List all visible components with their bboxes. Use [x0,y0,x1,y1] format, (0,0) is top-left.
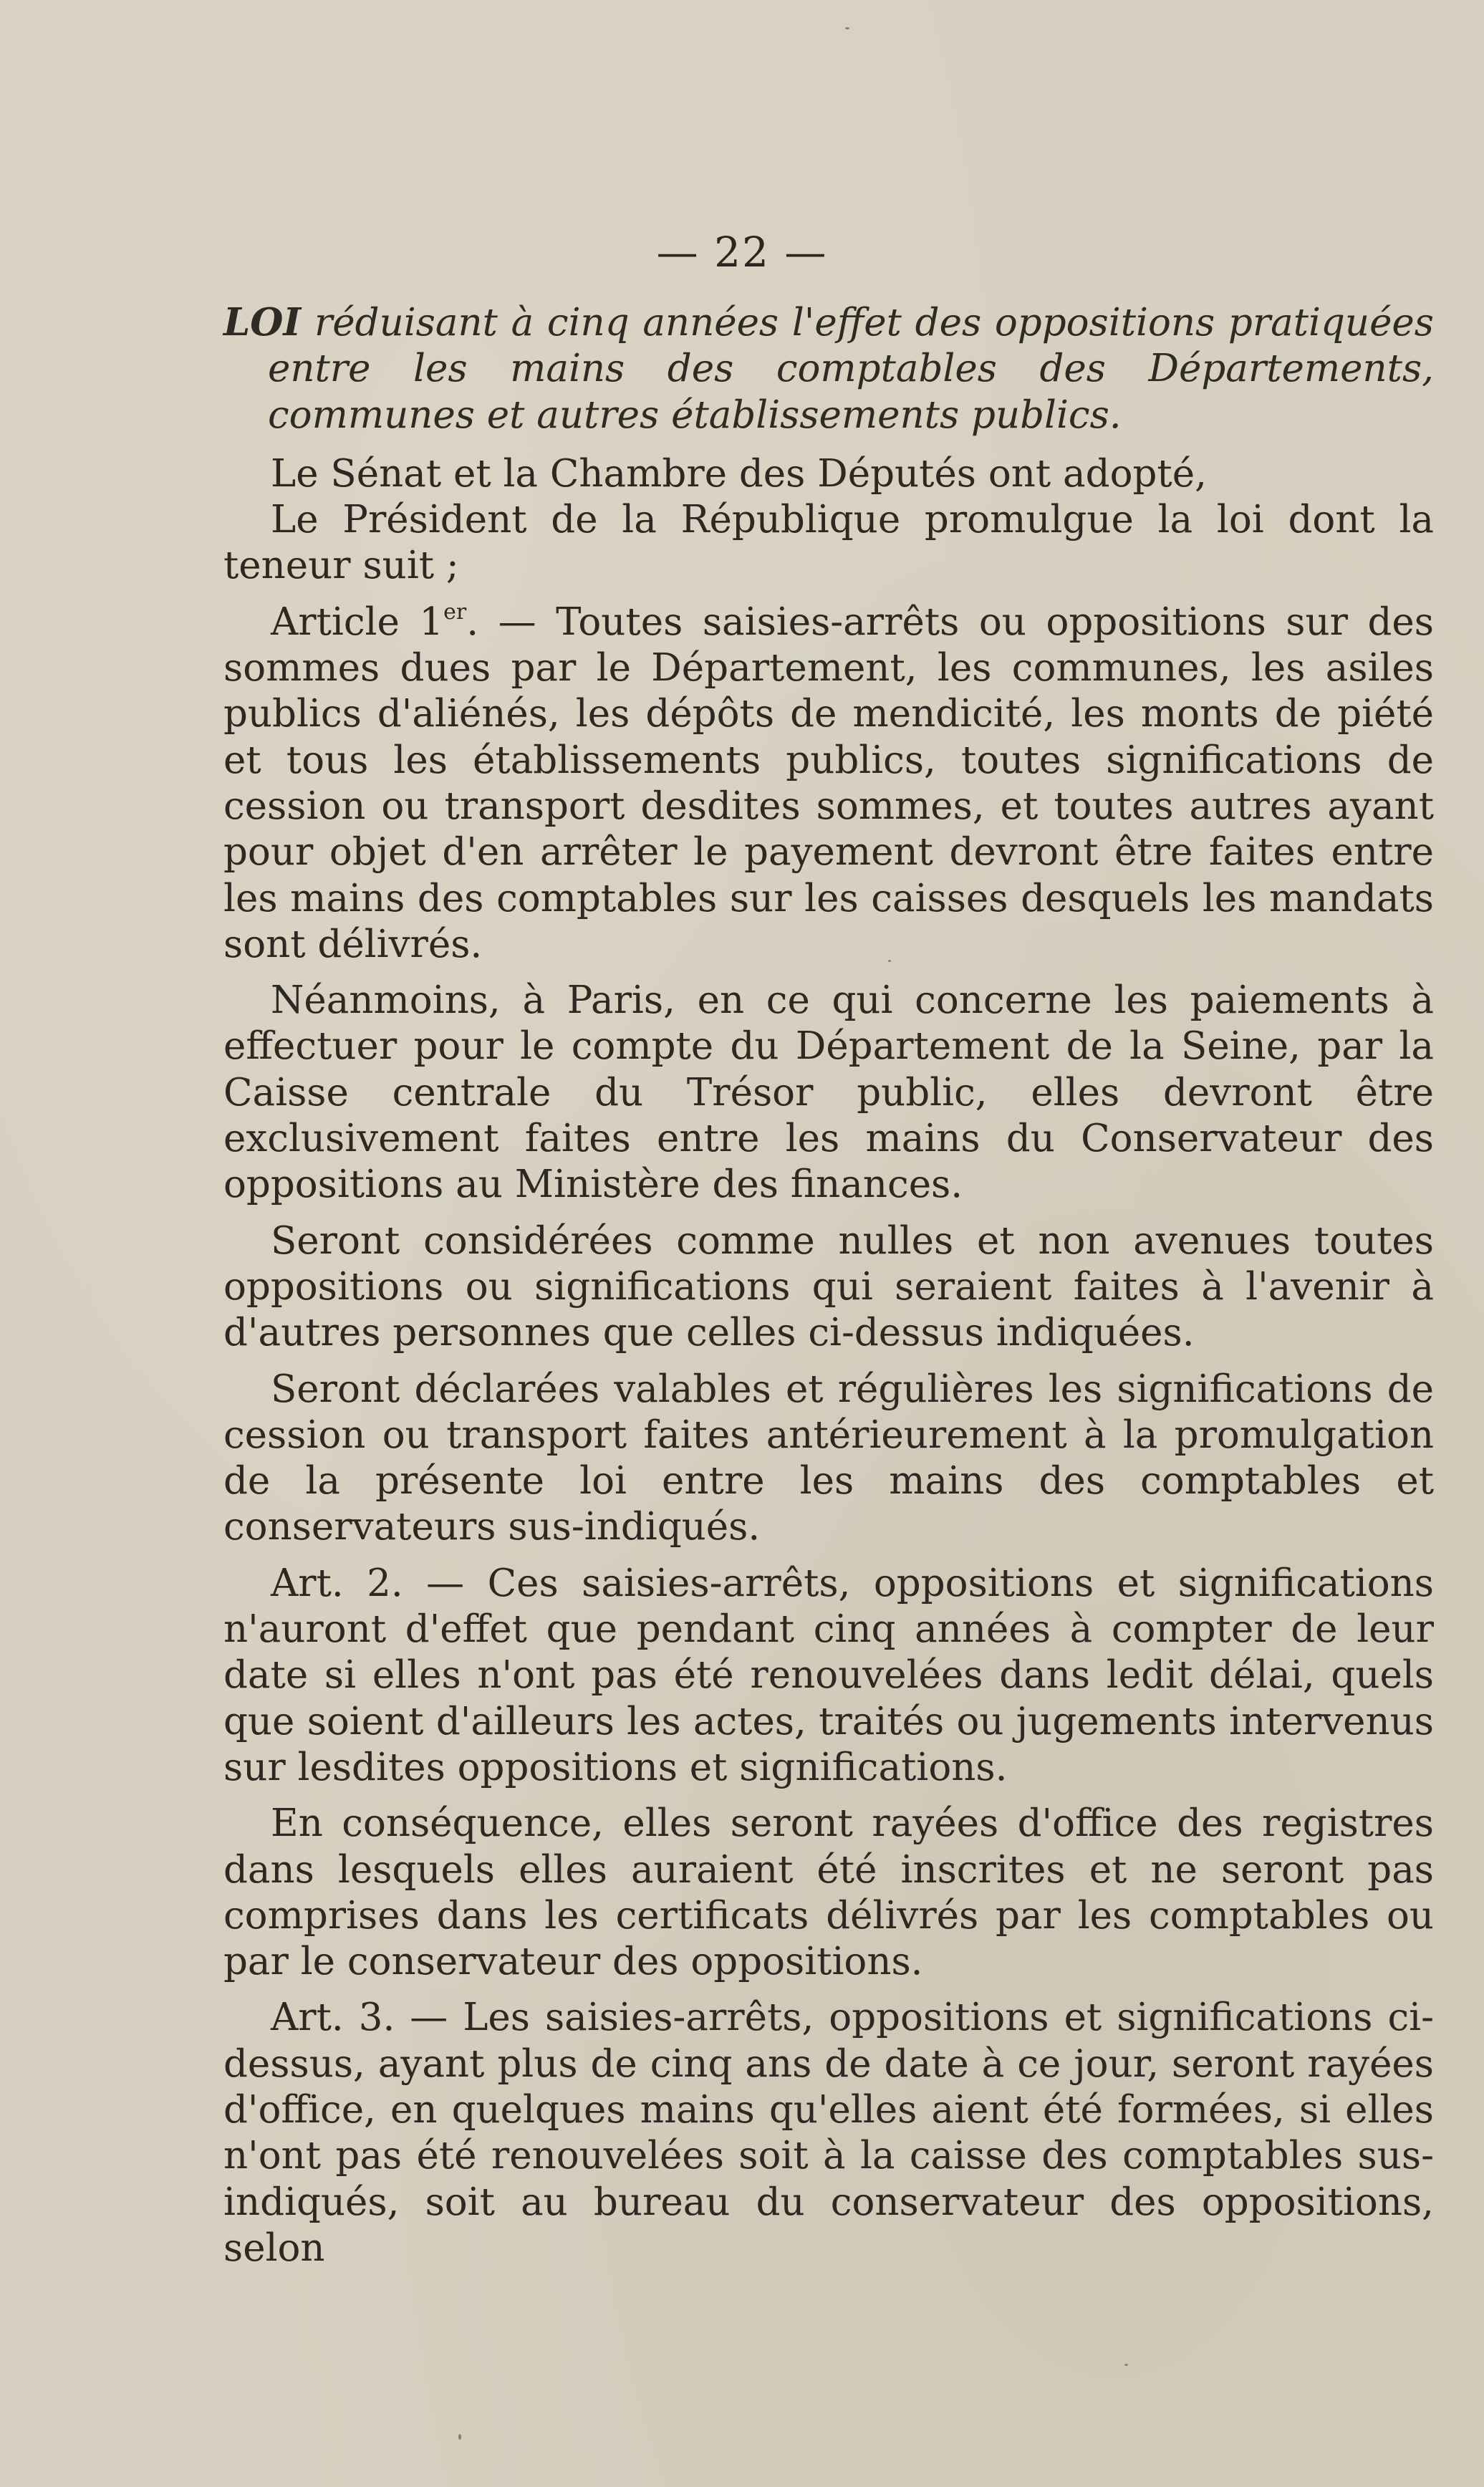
paragraph-article-2: Art. 2. — Ces saisies-arrêts, oppositions et significations n'auront d'effet que pendant cinq années à compter de leur date si elles n'ont pas été renouvelées dans ledit délai, quels que soient d'ailleurs les actes, traités ou jugements intervenus sur lesdites oppositions et significations. [223,1561,1434,1789]
law-title-text: réduisant à cinq années l'effet des oppositions pratiquées entre les mains des comptables des Départements, communes et autres établissements publics. [268,301,1434,437]
paragraph-promulgation: Le Président de la République promulgue la loi dont la teneur suit ; [223,498,1434,588]
paper-speck [888,960,891,962]
paragraph-article-1 [223,600,1434,968]
article-1-lead: Article 1 [271,600,444,644]
document-body [223,299,1434,2271]
paper-speck [1124,2364,1128,2366]
paper-speck [845,27,849,29]
paper-speck [458,2434,461,2440]
page-number: — 22 — [656,228,828,276]
article-1-text: . — Toutes saisies-arrêts ou oppositions sur des sommes dues par le Département, les communes, les asiles publics d'aliénés, les dépôts de mendicité, les monts de piété et tous les établissements publics, toutes significations de cession ou transport desdites sommes, et toutes autres ayant pour objet d'en arrêter le payement devront être faites entre les mains des comptables sur les caisses desquels les mandats sont délivrés. [223,600,1434,966]
law-title [223,299,1434,438]
paragraph-nullity: Seront considérées comme nulles et non avenues toutes oppositions ou significations qui seraient faites à l'avenir à d'autres personnes que celles ci-dessus indiquées. [223,1218,1434,1355]
paragraph-paris-exception: Néanmoins, à Paris, en ce qui concerne les paiements à effectuer pour le compte du Département de la Seine, par la Caisse centrale du Trésor public, elles devront être exclusivement faites entre les mains du Conservateur des oppositions au Ministère des finances. [223,978,1434,1207]
law-title-lead: LOI [223,300,302,345]
paragraph-validity: Seront déclarées valables et régulières les significations de cession ou transport faites antérieurement à la promulgation de la présente loi entre les mains des comptables et conservateurs sus-indiqués. [223,1367,1434,1549]
paragraph-adoption: Le Sénat et la Chambre des Députés ont adopté, [271,451,1207,496]
paragraph-article-3: Art. 3. — Les saisies-arrêts, oppositions et significations ci-dessus, ayant plus de cinq ans de date à ce jour, seront rayées d'office, en quelques mains qu'elles aient été formées, si elles n'ont pas été renouvelées soit à la caisse des comptables sus-indiqués, soit au bureau du conservateur des oppositions, selon [223,1996,1434,2270]
paragraph-consequence: En conséquence, elles seront rayées d'office des registres dans lesquels elles auraient été inscrites et ne seront pas comprises dans les certificats délivrés par les comptables ou par le conservateur des oppositions. [223,1801,1434,1984]
article-1-superscript: er [443,599,467,625]
